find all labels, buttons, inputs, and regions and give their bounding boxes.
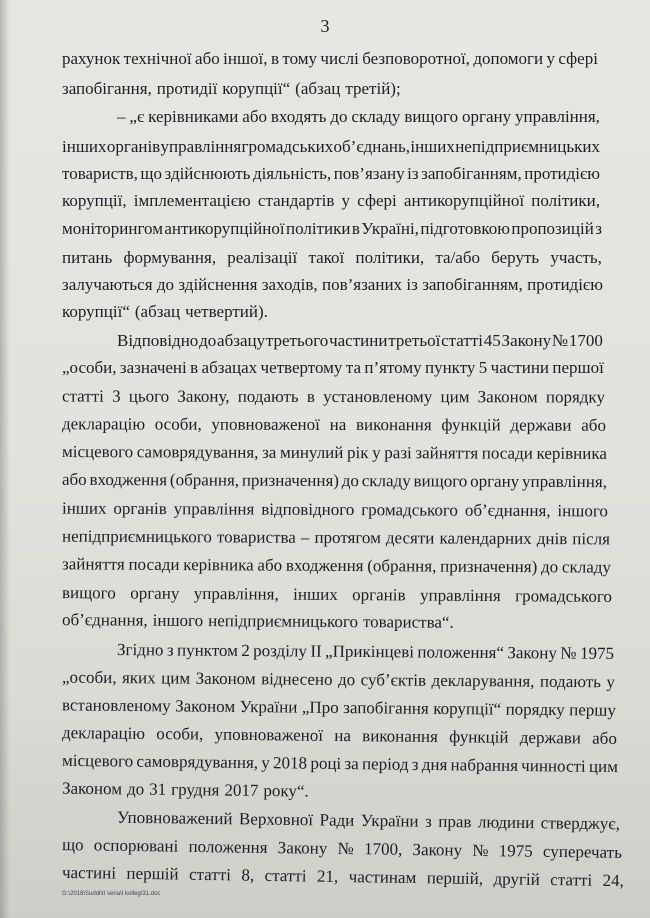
word: реалізації	[227, 248, 298, 267]
word: керівника	[536, 443, 607, 463]
text-line	[62, 694, 616, 721]
word: четвертий).	[185, 302, 268, 321]
word: органу	[461, 107, 512, 126]
word: уповноваженої	[214, 724, 324, 745]
text-line	[117, 807, 620, 836]
word: –	[300, 527, 310, 547]
word: товариства	[216, 527, 296, 547]
word: управління	[419, 585, 501, 606]
word: положення“	[417, 642, 505, 663]
word: другій	[493, 869, 540, 889]
word: порядку	[545, 387, 605, 407]
text-line	[62, 553, 611, 578]
text-line	[62, 78, 598, 100]
word: грудня	[171, 779, 220, 800]
word: „особи,	[62, 358, 117, 377]
word: Закону	[501, 331, 552, 350]
word: місцевого	[61, 750, 134, 771]
word: входження	[285, 555, 364, 576]
word: ІІ	[310, 641, 322, 661]
text-line	[62, 862, 624, 892]
word: держави	[510, 415, 572, 435]
word: першій	[126, 863, 179, 884]
word: 21,	[316, 866, 339, 886]
word: що	[140, 164, 163, 183]
word: вищого	[404, 107, 459, 126]
text-line	[62, 498, 608, 523]
word: з	[424, 811, 432, 831]
word: пов’язану	[333, 164, 405, 183]
word: до	[337, 669, 356, 690]
word: пунктом	[176, 640, 238, 660]
word: 1975	[579, 643, 615, 663]
page-number: 3	[320, 16, 330, 36]
word: на	[334, 725, 352, 746]
word: частини	[329, 331, 388, 350]
word: (обрання,	[367, 556, 437, 576]
word: інших	[61, 498, 107, 518]
word: разі	[384, 443, 412, 463]
word: залучаються	[62, 275, 153, 294]
text-line	[117, 106, 600, 128]
word: з	[411, 754, 419, 774]
word: уповноваженої	[211, 414, 320, 434]
word: №	[560, 643, 577, 663]
word: у	[341, 191, 351, 210]
word: здійснення	[178, 275, 258, 294]
word: №	[337, 838, 354, 859]
word: оспорювані	[93, 835, 179, 856]
word: товариств,	[62, 164, 138, 183]
text-line	[117, 639, 614, 665]
word: непідприємницького	[208, 611, 359, 632]
word: 3	[112, 386, 121, 406]
word: управління,	[515, 107, 600, 126]
word: функцій	[449, 727, 509, 747]
word: формування,	[123, 248, 217, 267]
word: політики,	[355, 248, 425, 267]
word: частини	[490, 358, 550, 377]
word: такої	[308, 248, 345, 267]
word: органів	[352, 585, 406, 605]
word: рахунок	[62, 49, 121, 68]
word: 2	[241, 641, 250, 661]
word: №	[472, 840, 489, 861]
word: частинам	[348, 867, 417, 888]
word: іншого	[557, 501, 608, 521]
word: суперечать	[542, 841, 623, 862]
word: цим	[440, 387, 470, 407]
file-path-footer: G:\2018\Suddi\II sena\I kolleg\31.doc	[62, 891, 161, 897]
word: самоврядування,	[136, 751, 259, 773]
word: органів	[106, 137, 161, 156]
text-line	[62, 163, 600, 185]
word: 1700	[568, 331, 603, 350]
word: №	[551, 331, 569, 350]
word: –	[117, 107, 126, 126]
word: третього	[265, 331, 329, 350]
word: функцій	[441, 415, 501, 435]
word: у	[546, 49, 555, 68]
word: протидії	[156, 79, 218, 98]
word: України	[360, 810, 419, 831]
word: у	[606, 672, 616, 692]
word: декларацію	[61, 723, 146, 743]
word: непідприємницьких	[455, 137, 600, 156]
word: десяти	[385, 528, 435, 548]
word: до	[540, 557, 559, 577]
word: непідприємницького	[61, 526, 212, 547]
word: 2017	[224, 780, 259, 800]
word: об’єднання,	[464, 500, 551, 521]
word: „особи,	[61, 667, 117, 688]
text-line	[117, 330, 603, 352]
word: 5	[478, 358, 488, 377]
word: входження	[89, 469, 168, 490]
word: 1975	[498, 841, 533, 861]
word: році	[310, 753, 342, 774]
word: до	[330, 107, 348, 126]
word: подають	[237, 386, 299, 406]
word: рік	[346, 443, 369, 463]
word: беруть	[491, 248, 540, 267]
text-line	[62, 218, 602, 240]
word: „є	[129, 107, 145, 126]
word: керівниками	[148, 107, 239, 126]
word: положення	[188, 836, 268, 857]
word: політики	[285, 219, 351, 238]
word: самоврядування,	[136, 442, 259, 462]
word: минулий	[279, 442, 344, 463]
word: із	[406, 275, 418, 294]
word: за	[262, 442, 277, 462]
word: яких	[121, 668, 156, 688]
word: управління,	[193, 584, 279, 604]
word: посади	[128, 554, 180, 575]
word: та	[345, 358, 361, 377]
word: „Про	[301, 697, 339, 717]
word: з	[595, 219, 602, 238]
word: пункту	[424, 358, 476, 377]
word: прав	[438, 811, 472, 832]
word: громадських	[241, 137, 334, 156]
word: суб’єктів	[360, 670, 427, 690]
word: після	[572, 529, 611, 549]
word: діяльність,	[252, 164, 332, 183]
word: в	[351, 219, 360, 238]
text-line	[62, 190, 600, 212]
word: технічної	[123, 49, 192, 68]
word: виконання	[362, 726, 439, 747]
text-line	[62, 357, 604, 379]
word: інших	[410, 137, 455, 156]
word: протидією	[527, 275, 603, 294]
word: місцевого	[61, 442, 134, 462]
word: 45	[483, 331, 501, 350]
word: іншої,	[223, 49, 268, 68]
word: здійснюють	[164, 164, 251, 183]
word: що	[61, 835, 84, 855]
word: Уповноважений	[116, 807, 233, 829]
word: сфері	[357, 191, 397, 210]
word: частині	[61, 862, 117, 883]
word: Україні,	[361, 219, 419, 238]
text-line	[62, 526, 610, 551]
word: або	[257, 555, 283, 575]
word: держави	[519, 727, 582, 748]
word: корупції“	[222, 79, 291, 98]
word: питань	[62, 248, 113, 267]
word: подають	[539, 671, 602, 692]
word: Закону	[412, 839, 463, 860]
word: до	[341, 471, 359, 491]
word: 2018	[273, 753, 308, 773]
word: третьої	[388, 331, 441, 350]
word: (обрання,	[169, 470, 240, 490]
word: набрання	[450, 755, 519, 776]
word: статті	[188, 864, 232, 885]
word: складу	[351, 107, 401, 126]
word: товариства“.	[362, 612, 454, 632]
word: управління	[160, 137, 242, 156]
word: Відповідно	[117, 331, 199, 350]
word: першої	[552, 358, 604, 377]
text-line	[62, 609, 612, 635]
text-line	[62, 413, 606, 436]
word: імплементацією	[133, 191, 251, 210]
word: абзацу	[217, 331, 266, 350]
word: установленому	[323, 386, 433, 407]
word: виконання	[355, 415, 432, 435]
word: зазначені	[119, 358, 187, 377]
word: чинності	[521, 756, 586, 776]
word: (абзац	[295, 79, 341, 98]
word: тому	[282, 49, 318, 68]
text-line	[62, 247, 602, 269]
word: складу	[361, 471, 411, 491]
word: до	[156, 275, 175, 294]
word: 24,	[602, 870, 625, 891]
word: четвертому	[260, 358, 343, 377]
word: Законом	[477, 387, 538, 407]
word: цим	[161, 668, 191, 688]
text-line	[62, 778, 619, 807]
word: України	[239, 697, 298, 717]
word: „Прикінцеві	[325, 641, 415, 662]
word: у	[372, 443, 381, 463]
word: протягом	[314, 527, 381, 548]
word: днів	[536, 529, 568, 549]
word: Законом	[195, 668, 256, 689]
word: абзацах	[201, 358, 258, 377]
word: корупції“	[433, 698, 502, 719]
word: вищого	[413, 471, 468, 491]
word: Ради	[319, 810, 355, 830]
text-line	[62, 301, 603, 323]
word: органу	[130, 583, 180, 603]
word: із	[407, 164, 419, 183]
word: третій);	[345, 79, 401, 98]
word: Закону	[507, 643, 558, 663]
word: року“.	[263, 781, 309, 801]
word: до	[199, 331, 217, 350]
word: до	[126, 779, 145, 799]
text-line	[62, 136, 600, 158]
word: об’єднань,	[333, 137, 411, 156]
word: з	[166, 640, 174, 660]
text-line	[62, 582, 612, 608]
word: управління,	[521, 471, 607, 492]
word: порядку	[505, 699, 565, 720]
word: Законом	[175, 696, 236, 717]
word: запобігання	[343, 698, 429, 718]
word: моніторингом	[62, 219, 163, 238]
word: громадського	[361, 500, 459, 520]
word: заходів,	[261, 275, 318, 294]
word: або	[581, 415, 606, 435]
word: числі	[320, 49, 359, 68]
word: корупції,	[62, 191, 127, 210]
word: об’єднання,	[61, 610, 148, 630]
word: Закону	[277, 838, 328, 858]
word: або	[61, 469, 87, 489]
word: декларацію	[61, 414, 146, 434]
text-line	[62, 441, 607, 465]
word: входять	[270, 107, 327, 126]
word: календарних	[439, 528, 532, 549]
word: у	[261, 753, 270, 773]
word: п’ятому	[364, 358, 422, 377]
word: особи,	[154, 414, 202, 434]
word: призначення)	[440, 556, 538, 577]
text-line	[62, 48, 598, 70]
word: органів	[113, 498, 167, 519]
word: стандартів	[257, 191, 335, 210]
word: першу	[569, 700, 617, 720]
word: протидією	[524, 164, 600, 183]
word: цим	[588, 756, 619, 777]
word: складу	[561, 557, 611, 577]
word: розділу	[253, 641, 308, 661]
word: 1700,	[363, 839, 403, 859]
word: період	[361, 754, 409, 774]
text-line	[62, 386, 605, 409]
word: 8,	[241, 865, 255, 885]
word: запобіганням,	[421, 164, 522, 183]
word: іншого	[152, 610, 204, 631]
word: антикорупційної	[403, 191, 525, 210]
word: інших	[293, 584, 338, 605]
word: встановленому	[61, 695, 171, 716]
word: статті	[61, 386, 104, 406]
word: (абзац	[134, 302, 181, 321]
word: 31	[149, 779, 167, 799]
word: участь,	[550, 248, 602, 267]
text-line	[62, 834, 622, 864]
word: стверджує,	[540, 813, 621, 834]
word: громадського	[515, 586, 612, 606]
word: або	[592, 728, 617, 748]
word: посади	[481, 443, 533, 463]
word: запобігання,	[62, 79, 152, 98]
word: призначення)	[241, 470, 340, 491]
word: або	[195, 49, 220, 68]
word: в	[270, 49, 279, 68]
word: Закону,	[177, 386, 230, 406]
word: на	[329, 414, 347, 435]
word: Законом	[61, 778, 123, 799]
text-line	[62, 722, 617, 750]
text-line	[62, 469, 607, 493]
word: в	[190, 358, 199, 377]
word: управління	[173, 499, 255, 519]
word: відповідного	[261, 499, 355, 520]
word: органу	[470, 471, 520, 491]
word: антикорупційної	[164, 219, 285, 238]
word: сфері	[558, 49, 598, 68]
word: пов’язаних	[321, 275, 403, 294]
word: першій,	[426, 868, 484, 889]
word: цього	[128, 386, 170, 406]
word: в	[306, 386, 315, 406]
word: зайняття	[415, 443, 479, 463]
page-shadow	[0, 0, 10, 918]
word: політики,	[531, 191, 600, 210]
word: корупції“	[62, 302, 130, 321]
word: людини	[477, 812, 535, 833]
word: віднесено	[261, 669, 333, 689]
word: керівника	[183, 555, 254, 575]
text-line	[62, 667, 615, 694]
word: Згідно	[116, 640, 164, 660]
word: безповоротної,	[362, 49, 470, 68]
word: або	[242, 107, 267, 126]
word: допомоги	[473, 49, 544, 68]
word: вищого	[61, 583, 116, 603]
word: статті	[550, 870, 593, 890]
word: та/або	[435, 248, 480, 267]
word: пропозицій	[511, 219, 594, 238]
word: за	[344, 754, 359, 774]
text-line	[62, 750, 618, 778]
word: декларування,	[431, 670, 535, 691]
word: дня	[421, 754, 448, 775]
word: підготовкою	[420, 219, 510, 238]
word: статті	[264, 865, 307, 886]
text-line	[62, 274, 603, 296]
word: запобіганням,	[422, 275, 523, 294]
word: статті	[441, 331, 483, 350]
word: зайняття	[61, 554, 125, 574]
word: інших	[62, 137, 107, 156]
word: Верховної	[238, 809, 314, 830]
word: особи,	[156, 724, 204, 744]
